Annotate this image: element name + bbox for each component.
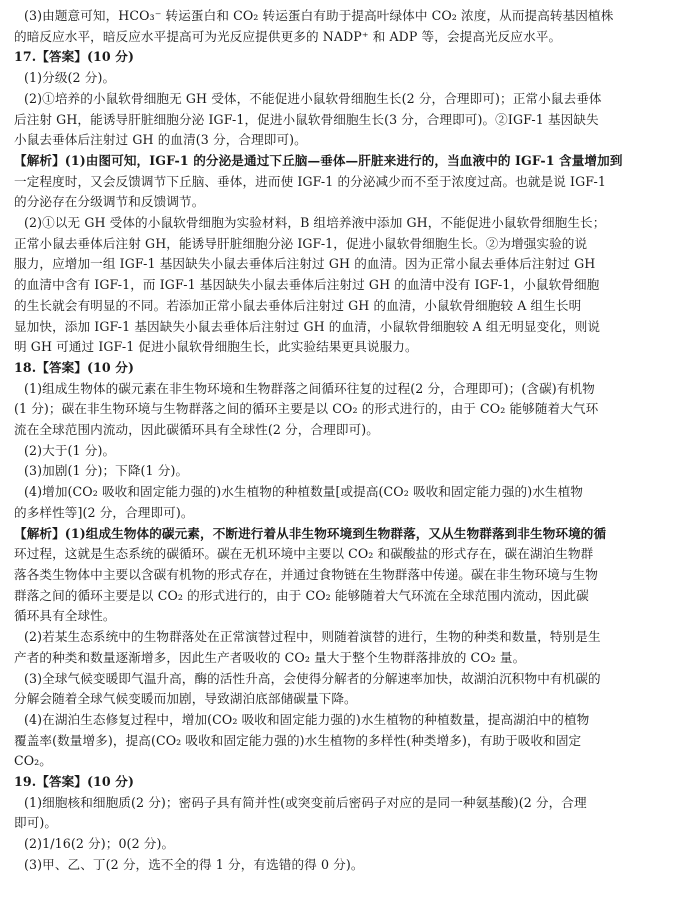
text-line: 环过程，这就是生态系统的碳循环。碳在无机环境中主要以 CO₂ 和碳酸盐的形式存在，碳在湖泊生物群 [14, 546, 594, 562]
text-line: 服力，应增加一组 IGF-1 基因缺失小鼠去垂体后注射过 GH 的血清。因为正常小鼠去垂体后注射过 GH [14, 256, 596, 272]
section-heading: 【解析】(1)组成生物体的碳元素，不断进行着从非生物环境到生物群落，又从生物群落到非生物环境的循 [14, 525, 607, 541]
text-line: 一定程度时，又会反馈调节下丘脑、垂体，进而使 IGF-1 的分泌减少而不至于浓度过高。也就是说 IGF-1 [14, 173, 607, 189]
text-line: 的生长就会有明显的不同。若添加正常小鼠去垂体后注射过 GH 的血清，小鼠软骨细胞较 A 组生长明 [14, 297, 582, 313]
text-line: 正常小鼠去垂体后注射 GH，能诱导肝脏细胞分泌 IGF-1，促进小鼠软骨细胞生长。②为增强实验的说 [14, 235, 588, 251]
text-line: 明 GH 可通过 IGF-1 促进小鼠软骨细胞生长，此实验结果更具说服力。 [14, 339, 418, 355]
text-line: CO₂。 [14, 753, 53, 769]
text-line: (3)加剧(1 分)；下降(1 分)。 [24, 463, 189, 479]
text-line: 显加快，添加 IGF-1 基因缺失小鼠去垂体后注射过 GH 的血清，小鼠软骨细胞较 A 组无明显变化，则说 [14, 318, 601, 334]
text-line: 流在全球范围内流动，因此碳循环具有全球性(2 分，合理即可)。 [14, 422, 379, 438]
text-line: (2)1/16(2 分)；0(2 分)。 [24, 836, 175, 852]
text-line: 的分泌存在分级调节和反馈调节。 [14, 194, 205, 210]
text-line: (2)若某生态系统中的生物群落处在正常演替过程中，则随着演替的进行，生物的种类和数量，特别是生 [24, 629, 601, 645]
text-line: 产者的种类和数量逐渐增多，因此生产者吸收的 CO₂ 量大于整个生物群落排放的 CO₂ 量。 [14, 649, 526, 665]
text-line: 覆盖率(数量增多)，提高(CO₂ 吸收和固定能力强的)水生植物的多样性(种类增多)，有助于吸收和固定 [14, 732, 582, 748]
section-heading: 17.【答案】(10 分) [14, 49, 135, 65]
text-line: 落各类生物体中主要以含碳有机物的形式存在，并通过食物链在生物群落中传递。碳在非生物环境与生物 [14, 566, 598, 582]
text-line: (4)增加(CO₂ 吸收和固定能力强的)水生植物的种植数量[或提高(CO₂ 吸收和固定能力强的)水生植物 [24, 484, 584, 500]
text-line: (1 分)；碳在非生物环境与生物群落之间的循环主要是以 CO₂ 的形式进行的，由于 CO₂ 能够随着大气环 [14, 401, 599, 417]
text-line: 分解会随着全球气候变暖而加剧，导致湖泊底部储碳量下降。 [14, 691, 357, 707]
text-line: 小鼠去垂体后注射过 GH 的血清(3 分，合理即可)。 [14, 132, 307, 148]
text-line: (4)在湖泊生态修复过程中，增加(CO₂ 吸收和固定能力强的)水生植物的种植数量，提高湖泊中的植物 [24, 711, 590, 727]
text-line: (3)由题意可知，HCO₃⁻ 转运蛋白和 CO₂ 转运蛋白有助于提高叶绿体中 CO₂ 浓度，从而提高转基因植株 [24, 8, 614, 23]
text-line: (2)大于(1 分)。 [24, 442, 116, 458]
section-heading: 18.【答案】(10 分) [14, 359, 135, 375]
text-line: (2)①培养的小鼠软骨细胞无 GH 受体，不能促进小鼠软骨细胞生长(2 分，合理即可)；正常小鼠去垂体 [24, 90, 602, 106]
text-line: 群落之间的循环主要是以 CO₂ 的形式进行的，由于 CO₂ 能够随着大气环流在全球范围内流动，因此碳 [14, 587, 589, 603]
section-heading: 【解析】(1)由图可知，IGF-1 的分泌是通过下丘脑—垂体—肝脏来进行的，当血液中的 IGF-1 含量增加到 [14, 152, 623, 168]
text-line: (1)细胞核和细胞质(2 分)；密码子具有简并性(或突变前后密码子对应的是同一种氨基酸)(2 分，合理 [24, 794, 587, 810]
text-line: (2)①以无 GH 受体的小鼠软骨细胞为实验材料，B 组培养液中添加 GH，不能促进小鼠软骨细胞生长； [24, 215, 606, 231]
text-line: 的暗反应水平，暗反应水平提高可为光反应提供更多的 NADP⁺ 和 ADP 等，会提高光反应水平。 [14, 28, 562, 44]
text-line: 的多样性等](2 分，合理即可)。 [14, 504, 194, 520]
text-line: 的血清中含有 IGF-1，而 IGF-1 基因缺失小鼠去垂体后注射过 GH 的血清中没有 IGF-1，小鼠软骨细胞 [14, 277, 600, 293]
text-line: (1)组成生物体的碳元素在非生物环境和生物群落之间循环往复的过程(2 分，合理即可)；(含碳)有机物 [24, 380, 595, 396]
section-heading: 19.【答案】(10 分) [14, 774, 135, 790]
text-line: 后注射 GH，能诱导肝脏细胞分泌 IGF-1，促进小鼠软骨细胞生长(3 分，合理即可)。②IGF-1 基因缺失 [14, 111, 599, 127]
text-line: (3)甲、乙、丁(2 分，选不全的得 1 分，有选错的得 0 分)。 [24, 856, 364, 872]
text-line: 循环具有全球性。 [14, 608, 116, 624]
text-line: (3)全球气候变暖即气温升高，酶的活性升高，会使得分解者的分解速率加快，故湖泊沉积物中有机碳的 [24, 670, 601, 686]
text-line: 即可)。 [14, 815, 58, 831]
text-line: (1)分级(2 分)。 [24, 70, 116, 86]
